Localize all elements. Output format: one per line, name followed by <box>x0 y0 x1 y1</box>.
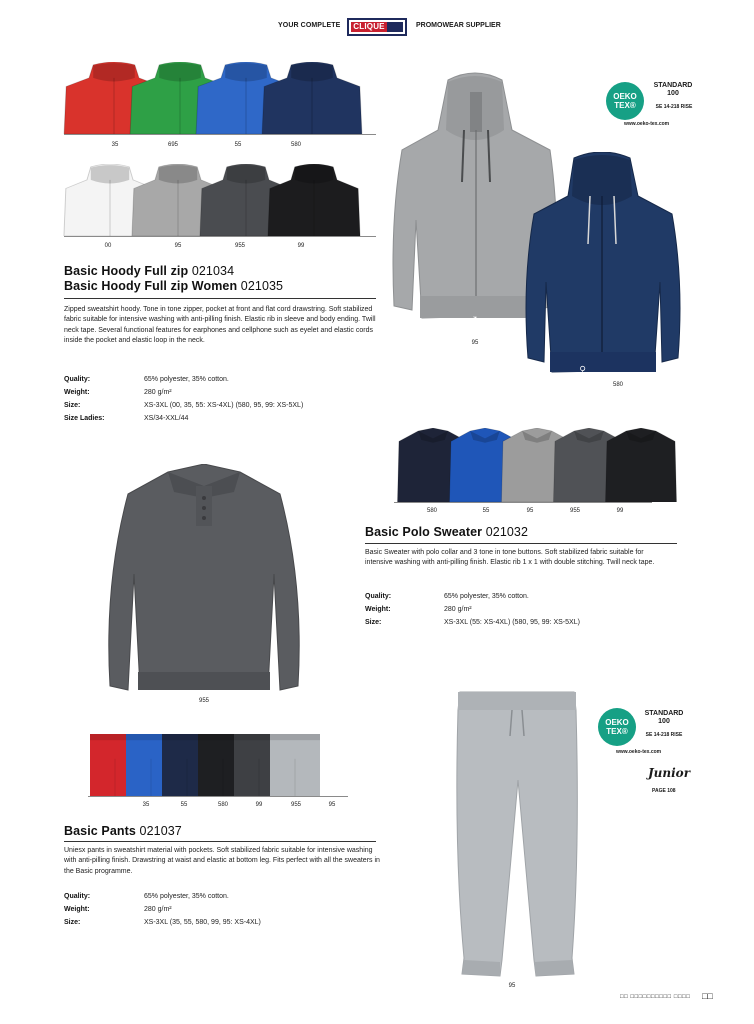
spec-value: 65% polyester, 35% cotton. <box>144 893 229 900</box>
spec-key: Weight: <box>64 389 90 396</box>
pants-code-95: 95 <box>328 802 336 808</box>
oeko-url-2: www.oeko-tex.com <box>616 749 662 755</box>
spec-key: Quality: <box>365 593 392 600</box>
hoody-code-580: 580 <box>290 142 301 148</box>
spec-key: Weight: <box>64 906 90 913</box>
pants-baseline <box>88 796 348 797</box>
page-number: □□ <box>702 991 713 1001</box>
hoody-code-35: 35 <box>111 142 119 148</box>
hoody-female-code: 580 <box>612 382 623 388</box>
oeko-standard-1: STANDARD 100 <box>653 82 693 97</box>
polo-title-name: Basic Polo Sweater <box>365 525 483 539</box>
oeko-cert-1: SE 14-218 RISE <box>655 104 693 110</box>
hoody2-swatch-99 <box>266 164 362 236</box>
hoody2-code-00: 00 <box>104 243 112 249</box>
hoody-title-2-name: Basic Hoody Full zip Women <box>64 279 238 293</box>
pants-code-35: 35 <box>142 802 150 808</box>
header-right-text: PROMOWEAR SUPPLIER <box>416 22 501 29</box>
header-left-text: YOUR COMPLETE <box>278 22 341 29</box>
pants-title-name: Basic Pants <box>64 824 136 838</box>
pants-image <box>450 690 584 982</box>
oeko-tex-badge-2 <box>598 706 694 758</box>
oeko-standard-2: STANDARD 100 <box>644 710 684 725</box>
pants-code-955: 955 <box>290 802 301 808</box>
male-symbol: ♂ <box>466 310 480 330</box>
pants-title <box>64 824 182 838</box>
spec-value: 280 g/m² <box>144 389 172 396</box>
pants-big-code: 95 <box>508 983 516 989</box>
spec-key: Quality: <box>64 893 91 900</box>
hoody-title-rule <box>64 298 376 299</box>
pants-title-code: 021037 <box>139 824 182 838</box>
junior-label: Junior <box>648 766 691 780</box>
hoody-description: Zipped sweatshirt hoody. Tone in tone zipper, pocket at front and flat cord drawstring. Soft stabilized fabric suitable for intensive washing with anti-pilling finish. Elastic rib in sleeve and body ending. Twill neck tape. Several functional features for earphones and cellphone such as eyelet and elastic cords inside the pocket and elastic loop in the neck. <box>64 306 376 345</box>
spec-key: Weight: <box>365 606 391 613</box>
spec-value: 280 g/m² <box>444 606 472 613</box>
pants-swatch-95 <box>270 734 320 796</box>
polo-code-99: 99 <box>616 508 624 514</box>
oeko-tex-logo-2: OEKO TEX® <box>598 708 636 746</box>
footer-text: □□ □□□□□□□□□□ □□□□ <box>620 994 691 1000</box>
page-header <box>0 18 754 38</box>
hoody-female-image <box>522 152 684 382</box>
polo-swatch-99 <box>604 428 678 502</box>
hoody-title-1-code: 021034 <box>191 264 235 278</box>
oeko-cert-2: SE 14-218 RISE <box>645 732 683 738</box>
spec-value: XS/34-XXL/44 <box>144 415 189 422</box>
hoody2-code-95: 95 <box>174 243 182 249</box>
spec-value: XS-3XL (55: XS-4XL) (580, 95, 99: XS-5XL) <box>444 619 580 626</box>
logo-blue-block <box>387 22 403 32</box>
spec-key: Size: <box>64 919 81 926</box>
spec-key: Quality: <box>64 376 91 383</box>
hoody-male-code: 95 <box>471 340 479 346</box>
junior-page-ref: PAGE 108 <box>652 788 676 794</box>
hoody-title-1 <box>64 264 234 278</box>
pants-code-55: 55 <box>180 802 188 808</box>
logo-wordmark: CLIQUE <box>351 22 387 32</box>
spec-key: Size: <box>64 402 81 409</box>
spec-value: 65% polyester, 35% cotton. <box>444 593 529 600</box>
polo-title-code: 021032 <box>485 525 529 539</box>
spec-value: XS-3XL (35, 55, 580, 99, 95: XS-4XL) <box>144 919 261 926</box>
hoody-title-1-name: Basic Hoody Full zip <box>64 264 189 278</box>
oeko-tex-logo-1: OEKO TEX® <box>606 82 644 120</box>
oeko-url-1: www.oeko-tex.com <box>624 121 670 127</box>
pants-code-99: 99 <box>255 802 263 808</box>
polo-baseline <box>394 502 652 503</box>
spec-value: XS-3XL (00, 35, 55: XS-4XL) (580, 95, 99: XS-5XL) <box>144 402 304 409</box>
hoody-title-2-code: 021035 <box>240 279 284 293</box>
pants-code-580: 580 <box>217 802 228 808</box>
female-symbol: ♀ <box>576 360 590 380</box>
hoody2-code-955: 955 <box>234 243 245 249</box>
polo-big-code: 955 <box>198 698 209 704</box>
hoody2-code-99: 99 <box>297 243 305 249</box>
hoody-code-695: 695 <box>167 142 178 148</box>
polo-title <box>365 525 528 539</box>
spec-value: 280 g/m² <box>144 906 172 913</box>
pants-description: Uniesx pants in sweatshirt material with pockets. Soft stabilized fabric suitable for intensive washing with anti-pilling finish. Drawstring at waist and elastic at bottom leg. Fits perfect with all the sweaters in the Basic programme. <box>64 847 380 875</box>
polo-title-rule <box>365 543 677 544</box>
oeko-tex-badge-1 <box>606 78 702 130</box>
hoody-swatch-580 <box>260 62 364 134</box>
pants-title-rule <box>64 841 376 842</box>
hoody-row2-baseline <box>64 236 376 237</box>
polo-code-580: 580 <box>426 508 437 514</box>
spec-key: Size: <box>365 619 382 626</box>
hoody-title-2 <box>64 279 283 293</box>
polo-code-95: 95 <box>526 508 534 514</box>
hoody-row1-baseline <box>64 134 376 135</box>
hoody-code-55: 55 <box>234 142 242 148</box>
clique-logo <box>347 18 407 36</box>
spec-value: 65% polyester, 35% cotton. <box>144 376 229 383</box>
spec-key: Size Ladies: <box>64 415 105 422</box>
polo-code-55: 55 <box>482 508 490 514</box>
polo-sweater-image <box>104 464 304 700</box>
polo-description: Basic Sweater with polo collar and 3 tone in tone buttons. Soft stabilized fabric suitable for intensive washing with anti-pilling finish. Elastic rib 1 x 1 with double stitching. Twill neck tape. <box>365 549 655 567</box>
polo-code-955: 955 <box>569 508 580 514</box>
